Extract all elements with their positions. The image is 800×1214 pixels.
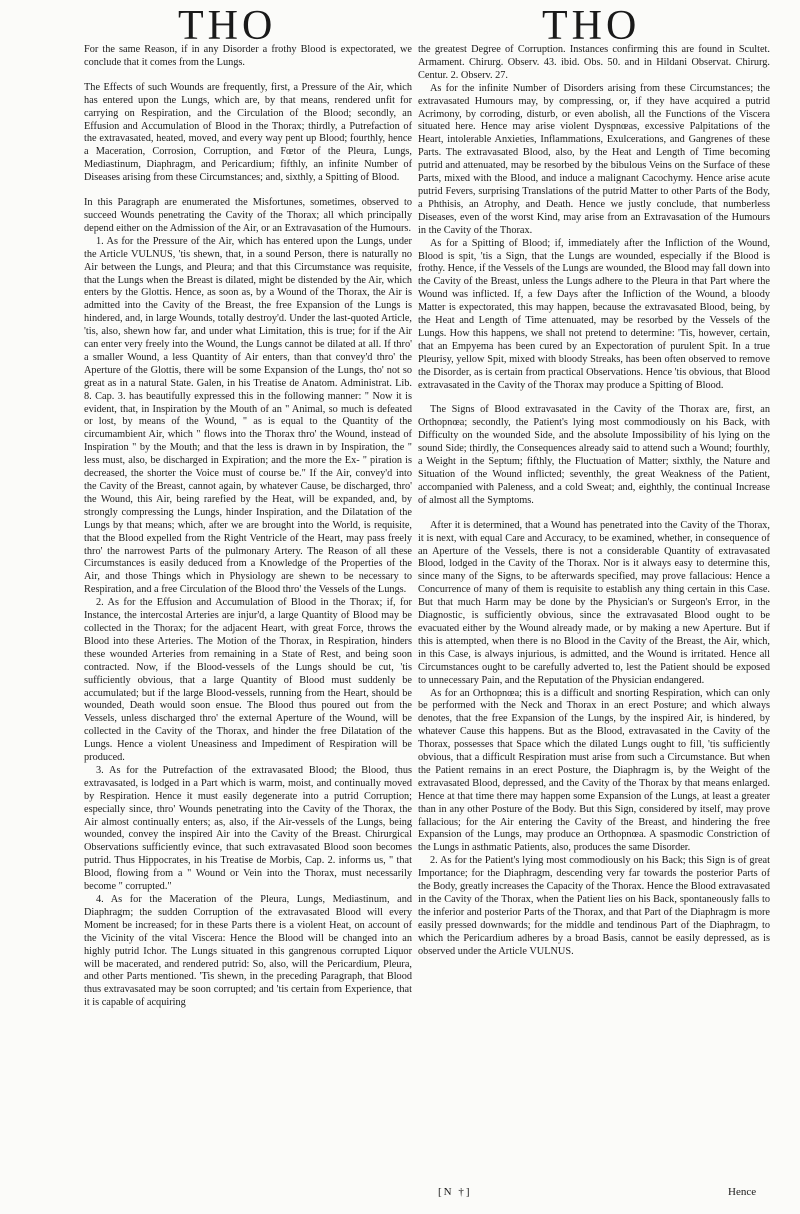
running-head-left: THO: [178, 3, 277, 49]
right-column: [418, 44, 770, 1194]
paragraph: After it is determined, that a Wound has penetrated into the Cavity of the Thorax, it is next, with equal Care and Accuracy, to be examined, whether, in consequence of an Aperture of the Vessels, there is not a considerable Quantity of extravasated Blood, lodged in the Cavity of the Thorax. Nor is it always easy to determine this, since many of the Signs, to be afterwards specified, may prove fallacious: Hence a Concurrence of many of them is requisite to establish any thing certain in this Case. But that much Harm may be done by the Physician's or Surgeon's Error, in the Diagnostic, is sufficiently obvious, since the extravasated Blood ought to be evacuated either by the Wound already made, or by making a new Aperture. But if this is attempted, when there is no Blood in the Cavity of the Breast, the Air, which, in this Case, is always injurious, is admitted, and the Wound is irritated. Hence all Circumstances ought to be carefully adverted to, lest the Patient should be exposed to unnecessary Pain, and the Reputation of the Physician endangered.: [418, 519, 770, 686]
paragraph: the greatest Degree of Corruption. Instances confirming this are found in Scultet. Armament. Chirurg. Observ. 43. ibid. Obs. 50. and in Hildani Observat. Chirurg. Centur. 2. Observ. 27.: [418, 44, 770, 81]
running-head-right: THO: [542, 3, 641, 49]
signature-mark: [N †]: [438, 1186, 472, 1198]
paragraph: The Effects of such Wounds are frequently, first, a Pressure of the Air, which has entered upon the Lungs, which are, by that means, rendered unfit for carrying on Respiration, and the Circulation of the Blood; secondly, an Effusion and Accumulation of Blood in the Thorax; thirdly, a Putrefaction of the extravasated, heated, moved, and every way pent up Blood; fourthly, hence a Maceration, Corrosion, Corruption, and Fœtor of the Pleura, Lungs, Mediastinum, Diaphragm, and Pericardium; fifthly, an infinite Number of Diseases arising from these Circumstances; and, sixthly, a Spitting of Blood.: [84, 81, 412, 184]
paragraph: For the same Reason, if in any Disorder a frothy Blood is expectorated, we conclude that it comes from the Lungs.: [84, 44, 412, 68]
paragraph: As for the infinite Number of Disorders arising from these Circumstances; the extravasated Humours may, by compressing, or, if they have acquired a putrid Acrimony, by corroding, disturb, or even abolish, all the Functions of the Viscera situated here. Hence may arise violent Dyspnœas, excessive Palpitations of the Heart, intolerable Anxieties, Inflammations, Exulcerations, and Gangrenes of these Parts. The extravasated Blood, also, by the Heat and Length of Time becoming putrid and attenuated, may be resorbed by the bibulous Veins on the Surface of these Parts, mixed with the Blood, and induce a malignant Cacochymy. Hence arise acute putrid Fevers, surprising Translations of the putrid Matter to other Parts of the Body, a Phthisis, an Atrophy, and Death. Hence we justly conclude, that numberless Diseases, even of the worst Kind, may arise from an Extravasation of the Humours in the Cavity of the Thorax.: [418, 82, 770, 236]
paragraph: 2. As for the Effusion and Accumulation of Blood in the Thorax; if, for Instance, the intercostal Arteries are injur'd, a large Quantity of Blood may be collected in the Thorax; for the adjacent Heart, with great Force, throws the Blood into these Arteries. The Motion of the Thorax, in Respiration, hinders these wounded Arteries from remaining in a State of Rest, and being soon contracted. Now, if the Blood-vessels of the Lungs should be cut, 'tis sufficiently obvious, that a large Quantity of Blood must suddenly be accumulated; but if the large Blood-vessels, running from the Heart, should be wounded, Death would soon ensue. The Blood thus poured out from the Vessels, unless discharged thro' the external Aperture of the Wound, will be collected in the Cavity of the Thorax, and hinder the free Dilatation of the Lungs. Hence a violent Uneasiness and Impediment of Respiration will be produced.: [84, 597, 412, 764]
paragraph: In this Paragraph are enumerated the Misfortunes, sometimes, observed to succeed Wounds penetrating the Cavity of the Thorax; all which principally depend either on the Admission of the Air, or an Extravasation of the Humours.: [84, 197, 412, 234]
paragraph: The Signs of Blood extravasated in the Cavity of the Thorax are, first, an Orthopnœa; secondly, the Patient's lying most commodiously on his Back, with Difficulty on the wounded Side, and the absolute Impossibility of his lying on the sound Side; thirdly, the Consequences already said to attend such a Wound; fourthly, a Weight in the Septum; fifthly, the Fluctuation of Matter; sixthly, the Nature and Situation of the Wound inflicted; seventhly, the great Weakness of the Patient, accompanied with Paleness, and a cold Sweat; and, eighthly, the continual Increase of almost all the Symptoms.: [418, 404, 770, 506]
paragraph: 4. As for the Maceration of the Pleura, Lungs, Mediastinum, and Diaphragm; the sudden Corruption of the extravasated Blood will every Moment be increased; for in these Parts there is a violent Heat, on account of the Vicinity of the vital Viscera: Hence the Blood will be changed into an highly putrid Ichor. The Lungs situated in this gangrenous corrupted Liquor will be macerated, and rendered putrid: So, also, will the Pericardium, Pleura, and other Parts mentioned. 'Tis shewn, in the preceding Paragraph, that Blood thus extravasated may be soon corrupted; and 'tis certain from Experience, that it is capable of acquiring: [84, 894, 412, 1009]
left-column: [84, 44, 412, 1194]
paragraph: As for a Spitting of Blood; if, immediately after the Infliction of the Wound, Blood is spit, 'tis a Sign, that the Lungs are wounded, especially if the Blood is frothy. Hence, if the Vessels of the Lungs are wounded, the Blood may fall down into the Cavity of the Breast, unless the Lungs adhere to the Pleura in that Part where the Wound was inflicted. If, a few Days after the Infliction of the Wound, a bloody Matter is expectorated, this may happen, because the extravasated Blood, being, by the Heat and Length of Time attenuated, may be resorbed by the Vessels of the Lungs. How this happens, we shall not pretend to determine: 'Tis, however, certain, that an Empyema has been cured by an Expectoration of purulent Spit. In a true Pleurisy, yellow Spit, mixed with bloody Streaks, has been often observed to remove the Disorder, as is certain from practical Observations. Hence 'tis obvious, that Blood extravasated in the Cavity of the Thorax may produce a Spitting of Blood.: [418, 237, 770, 391]
paragraph: 1. As for the Pressure of the Air, which has entered upon the Lungs, under the Article VULNUS, 'tis shewn, that, in a sound Person, there is naturally no Air between the Lungs, and Pleura; and that this Circumstance was requisite, that the Lungs when the Breast is dilated, might be distended by the Air, which enters by the Glottis. Hence, as soon as, by a Wound of the Thorax, the Air is admitted into the Cavity of the Breast, the free Expansion of the Lungs is hindered, and, in large Wounds, totally destroy'd. Under the last-quoted Article, 'tis, also, shewn how far, and under what Limitation, this is true; for if the Air can enter very freely into the Wound, the Lungs cannot be dilated at all. If thro' a smaller Wound, a less Quantity of Air enters, than that convey'd thro' the Aperture of the Glottis, there will be some Expansion of the Lungs, tho' not so great as in a natural State. Galen, in his Treatise de Anatom. Administrat. Lib. 8. Cap. 3. has beautifully expressed this in the following manner: " Now it is evident, that, in Inspiration by the Mouth of an " Animal, so much is defeated or lost, by means of the Wound, " as is equal to the Quantity of the circumambient Air, which " flows into the Thorax thro' the Wound, instead of Inspiration " by the Mouth; and that the less is drawn in by Inspiration, the " less must, also, be discharged in Expiration; and the more the Ex- " piration is decreased, the shorter the Voice must of course be." If the Air, convey'd into the Cavity of the Breast, cannot again, by whatever Cause, be discharged, thro' the Wound, this Air, being rarefied by the Heat, will be expanded, and, by strongly compressing the Lungs, hinder Inspiration, and the Dilatation of the Lungs by that means; which, after we are brought into the World, is requisite, that the Blood expelled from the Right Ventricle of the Heart, may pass freely thro' the narrowest Parts of the pulmonary Artery. The Reason of all these Circumstances is easily deduced from a Knowledge of the Properties of the Air, and those Things which in Physiology are shewn to be necessary to Respiration, and a free Circulation of the Blood thro' the Vessels of the Lungs.: [84, 235, 412, 596]
paragraph: As for an Orthopnœa; this is a difficult and snorting Respiration, which can only be performed with the Neck and Thorax in an erect Posture; and which always denotes, that the free Expansion of the Lungs, by the inspired Air, is hindered, by whatever Cause this happens. But as the Blood, extravasated in the Cavity of the Thorax, possesses that Space which the dilated Lungs ought to fill, 'tis sufficiently obvious, that a difficult Respiration must arise from such a Circumstance. But when the Patient remains in an erect Posture, the Diaphragm is, by the Weight of the extravasated Blood, depressed, and the Cavity of the Thorax by that means enlarged. Hence at that time there may happen some Expansion of the Lungs, at least a greater than in any other Posture of the Body. But this Sign, considered by itself, may prove fallacious; for the Air entering the Cavity of the Breast, and hindering the free Expansion of the Lungs, may produce an Orthopnœa. A spasmodic Constriction of the Lungs in asthmatic Patients, also, produces the same Disorder.: [418, 687, 770, 854]
catchword: Hence: [728, 1186, 757, 1198]
paragraph: 2. As for the Patient's lying most commodiously on his Back; this Sign is of great Importance; for the Diaphragm, descending very far towards the posterior Parts of the Body, greatly increases the Capacity of the Thorax. Hence the Blood extravasated in the Cavity of the Thorax, when the Patient lies on his Back, spontaneously falls to the inferior and posterior Parts of the Thorax, and that Part of the Diaphragm is more easily pressed downwards; for the middle and tendinous Part of the Diaphragm, to which the Pericardium adheres by a broad Basis, cannot be easily depressed, as is observed under the Article VULNUS.: [418, 855, 770, 957]
paragraph: 3. As for the Putrefaction of the extravasated Blood; the Blood, thus extravasated, is lodged in a Part which is warm, moist, and continually moved by Respiration. Hence it must easily degenerate into a putrid Corruption; especially since, thro' Wounds penetrating into the Cavity of the Thorax, the Air almost continually enters; as, also, if the Air-vessels of the Lungs, being wounded, convey the inspired Air into the Cavity of the Breast. Chirurgical Observations sufficiently evince, that such extravasated Blood soon becomes putrid. Thus Hippocrates, in his Treatise de Morbis, Cap. 2. informs us, " that Blood, flowing from a " Wound or Vein into the Thorax, must necessarily become " corrupted.": [84, 764, 412, 893]
